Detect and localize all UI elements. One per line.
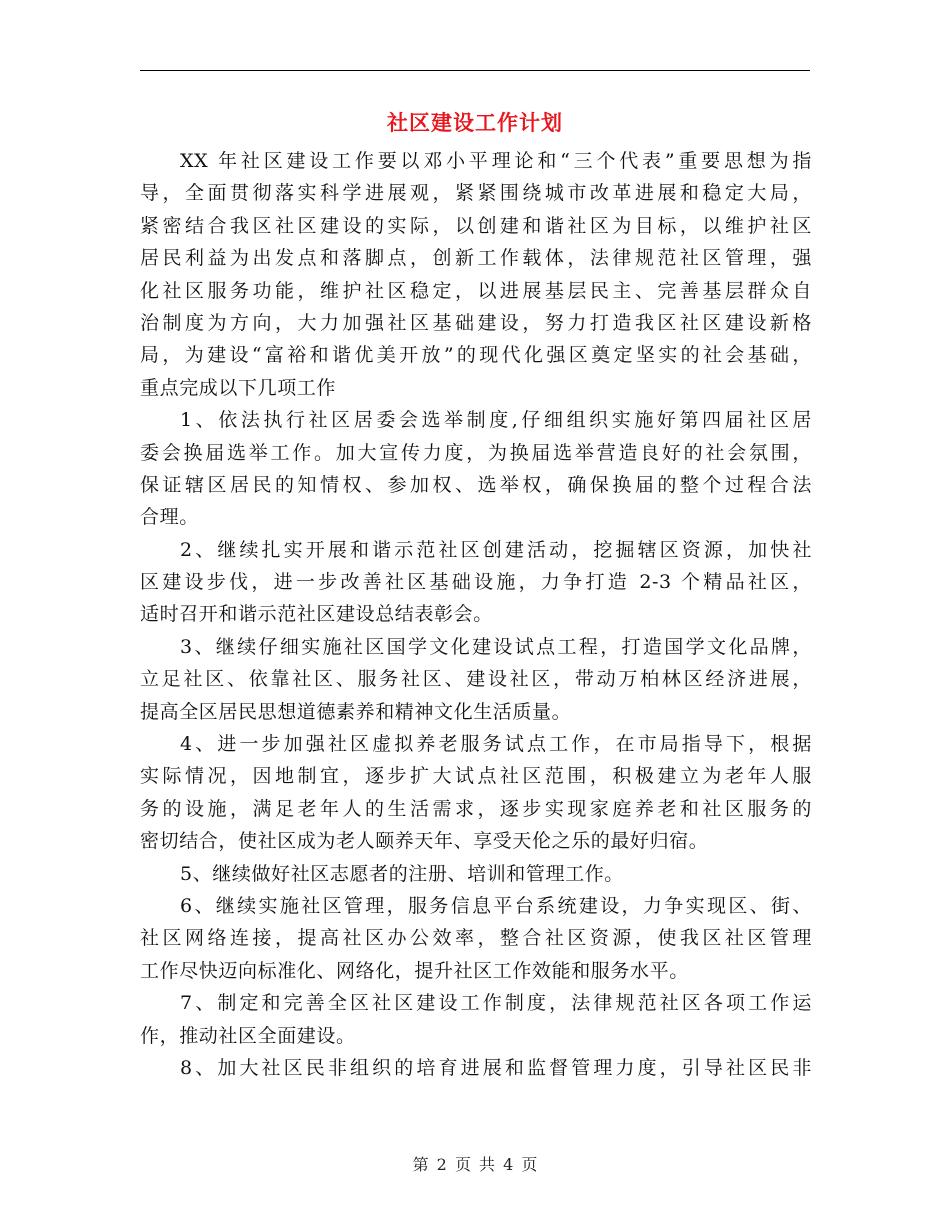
item-5-line: 5、继续做好社区志愿者的注册、培训和管理工作。 <box>180 862 624 885</box>
item-6-line: 6、继续实施社区管理，服务信息平台系统建设，力争实现区、街、 <box>180 894 812 917</box>
intro-line: 治制度为方向，大力加强社区基础建设，努力打造我区社区建设新格 <box>140 311 812 334</box>
intro-line: 居民利益为出发点和落脚点，创新工作载体，法律规范社区管理，强 <box>140 247 812 270</box>
item-2-line: 区建设步伐，进一步改善社区基础设施，力争打造 2-3 个精品社区， <box>140 571 812 594</box>
item-1-line: 委会换届选举工作。加大宣传力度，为换届选举营造良好的社会氛围， <box>140 441 812 464</box>
item-4-line: 实际情况，因地制宜，逐步扩大试点社区范围，积极建立为老年人服 <box>140 765 812 788</box>
item-1-line: 1、依法执行社区居委会选举制度,仔细组织实施好第四届社区居 <box>180 409 812 432</box>
item-4-line: 密切结合，使社区成为老人颐养天年、享受天伦之乐的最好归宿。 <box>140 830 709 853</box>
item-6-line: 工作尽快迈向标准化、网络化，提升社区工作效能和服务水平。 <box>140 959 689 982</box>
item-3-line: 3、继续仔细实施社区国学文化建设试点工程，打造国学文化品牌， <box>180 635 812 658</box>
document-title: 社区建设工作计划 <box>387 111 563 135</box>
intro-line: 导，全面贯彻落实科学进展观，紧紧围绕城市改革进展和稳定大局， <box>140 182 812 205</box>
intro-line: XX 年社区建设工作要以邓小平理论和“三个代表”重要思想为指 <box>180 150 812 172</box>
item-1-line: 合理。 <box>140 506 199 529</box>
intro-line: 局，为建设“富裕和谐优美开放”的现代化强区奠定坚实的社会基础， <box>140 344 812 367</box>
intro-line: 化社区服务功能，维护社区稳定，以进展基层民主、完善基层群众自 <box>140 279 812 302</box>
intro-line: 紧密结合我区社区建设的实际，以创建和谐社区为目标，以维护社区 <box>140 214 812 237</box>
item-7-line: 作，推动社区全面建设。 <box>140 1024 356 1047</box>
item-2-line: 适时召开和谐示范社区建设总结表彰会。 <box>140 603 493 626</box>
page-number: 第 2 页 共 4 页 <box>412 1155 538 1174</box>
item-8-line: 8、加大社区民非组织的培育进展和监督管理力度，引导社区民非 <box>180 1056 812 1079</box>
header-rule <box>140 70 810 71</box>
item-7-line: 7、制定和完善全区社区建设工作制度，法律规范社区各项工作运 <box>180 992 812 1015</box>
intro-line: 重点完成以下几项工作 <box>140 376 337 399</box>
item-1-line: 保证辖区居民的知情权、参加权、选举权，确保换届的整个过程合法 <box>140 473 812 496</box>
document-body <box>140 145 812 1084</box>
item-2-line: 2、继续扎实开展和谐示范社区创建活动，挖掘辖区资源，加快社 <box>180 538 812 561</box>
item-4-line: 务的设施，满足老年人的生活需求，逐步实现家庭养老和社区服务的 <box>140 797 812 820</box>
item-3-line: 立足社区、依靠社区、服务社区、建设社区，带动万柏林区经济进展， <box>140 668 812 691</box>
item-4-line: 4、进一步加强社区虚拟养老服务试点工作，在市局指导下，根据 <box>180 733 812 756</box>
item-6-line: 社区网络连接，提高社区办公效率，整合社区资源，使我区社区管理 <box>140 927 812 950</box>
item-3-line: 提高全区居民思想道德素养和精神文化生活质量。 <box>140 700 572 723</box>
